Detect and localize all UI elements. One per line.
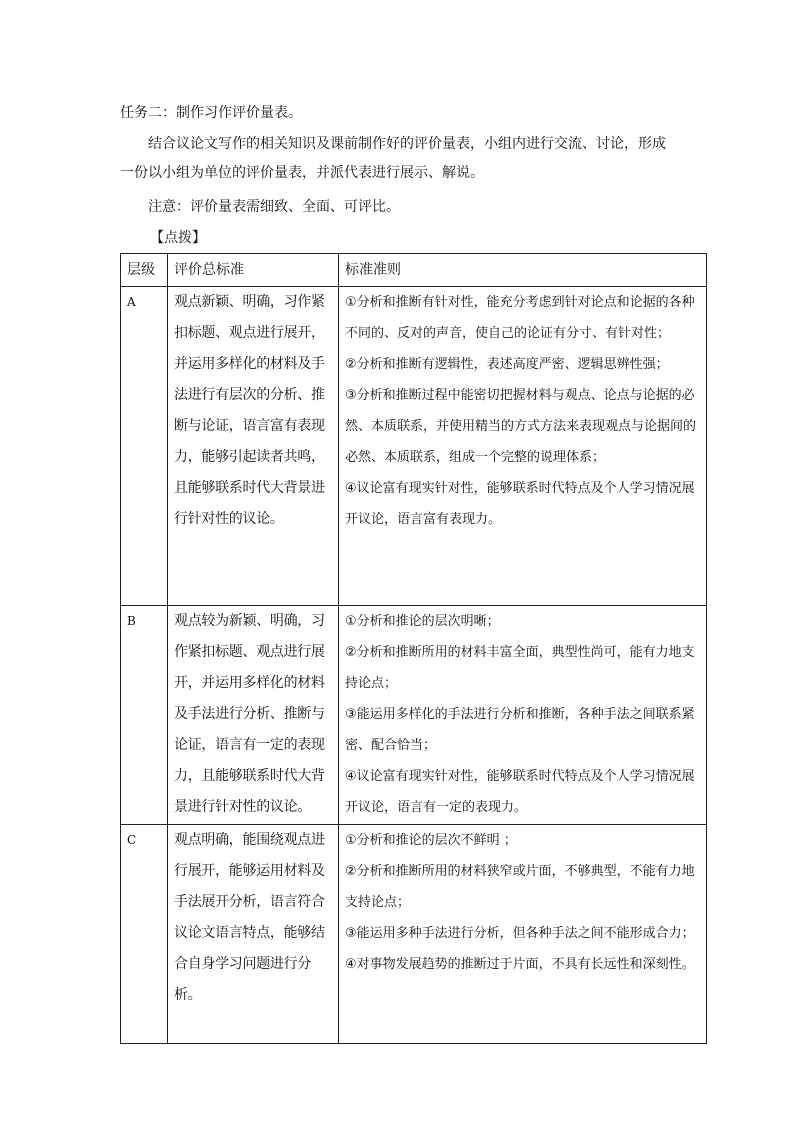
criteria-cell: 观点明确，能围绕观点进行展开，能够运用材料及手法展开分析，语言符合议论文语言特点，能够结合自身学习问题进行分析。	[168, 825, 339, 1044]
rule-item: ③分析和推断过程中能密切把握材料与观点、论点与论据的必然、本质联系，并使用精当的方式方法来表现观点与论据间的必然、本质联系，组成一个完整的说理体系；	[345, 388, 697, 465]
level-cell: B	[121, 606, 168, 825]
intro-paragraph-line-2: 一份以小组为单位的评价量表，并派代表进行展示、解说。	[120, 165, 484, 181]
evaluation-table	[120, 253, 707, 1044]
note-text: 注意：评价量表需细致、全面、可评比。	[148, 199, 400, 215]
rule-item: ④议论富有现实针对性，能够联系时代特点及个人学习情况展开议论，语言富有表现力。	[345, 481, 695, 527]
rule-item: ④议论富有现实针对性，能够联系时代特点及个人学习情况展开议论，语言有一定的表现力。	[345, 769, 695, 815]
level-cell: C	[121, 825, 168, 1044]
header-level: 层级	[121, 254, 168, 287]
intro-paragraph-line-1: 结合议论文写作的相关知识及课前制作好的评价量表，小组内进行交流、讨论，形成	[148, 136, 666, 152]
rule-item: ②分析和推断所用的材料丰富全面，典型性尚可，能有力地支持论点；	[345, 645, 695, 691]
rules-cell	[339, 825, 707, 1044]
criteria-cell: 观点较为新颖、明确，习作紧扣标题、观点进行展开，并运用多样化的材料及手法进行分析、推断与论证，语言有一定的表现力，且能够联系时代大背景进行针对性的议论。	[168, 606, 339, 825]
rule-item: ③能运用多种手法进行分析，但各种手法之间不能形成合力；	[345, 926, 695, 941]
table-row	[121, 287, 707, 606]
criteria-cell: 观点新颖、明确，习作紧扣标题、观点进行展开，并运用多样化的材料及手法进行有层次的分析、推断与论证，语言富有表现力，能够引起读者共鸣，且能够联系时代大背景进行针对性的议论。	[168, 287, 339, 606]
table-row	[121, 825, 707, 1044]
rule-item: ①分析和推论的层次不鲜明 ；	[345, 833, 517, 848]
table-header-row	[121, 254, 707, 287]
rule-item: ④对事物发展趋势的推断过于片面，不具有长远性和深刻性。	[345, 957, 695, 972]
header-criteria: 评价总标准	[168, 254, 339, 287]
hint-label: 【点拨】	[150, 230, 206, 246]
header-rules: 标准准则	[339, 254, 707, 287]
rule-item: ②分析和推断所用的材料狭窄或片面，不够典型，不能有力地支持论点；	[345, 864, 695, 910]
task-title: 任务二：制作习作评价量表。	[120, 105, 302, 121]
rule-item: ③能运用多样化的手法进行分析和推断，各种手法之间联系紧密、配合恰当；	[345, 707, 695, 753]
rules-cell	[339, 287, 707, 606]
table-row	[121, 606, 707, 825]
rule-item: ①分析和推断有针对性，能充分考虑到针对论点和论据的各种不同的、反对的声音，使自己的论证有分寸、有针对性；	[345, 295, 695, 341]
level-cell: A	[121, 287, 168, 606]
rule-item: ②分析和推断有逻辑性，表述高度严密、逻辑思辨性强；	[345, 357, 669, 372]
rules-cell	[339, 606, 707, 825]
rule-item: ①分析和推论的层次明晰；	[345, 614, 500, 629]
